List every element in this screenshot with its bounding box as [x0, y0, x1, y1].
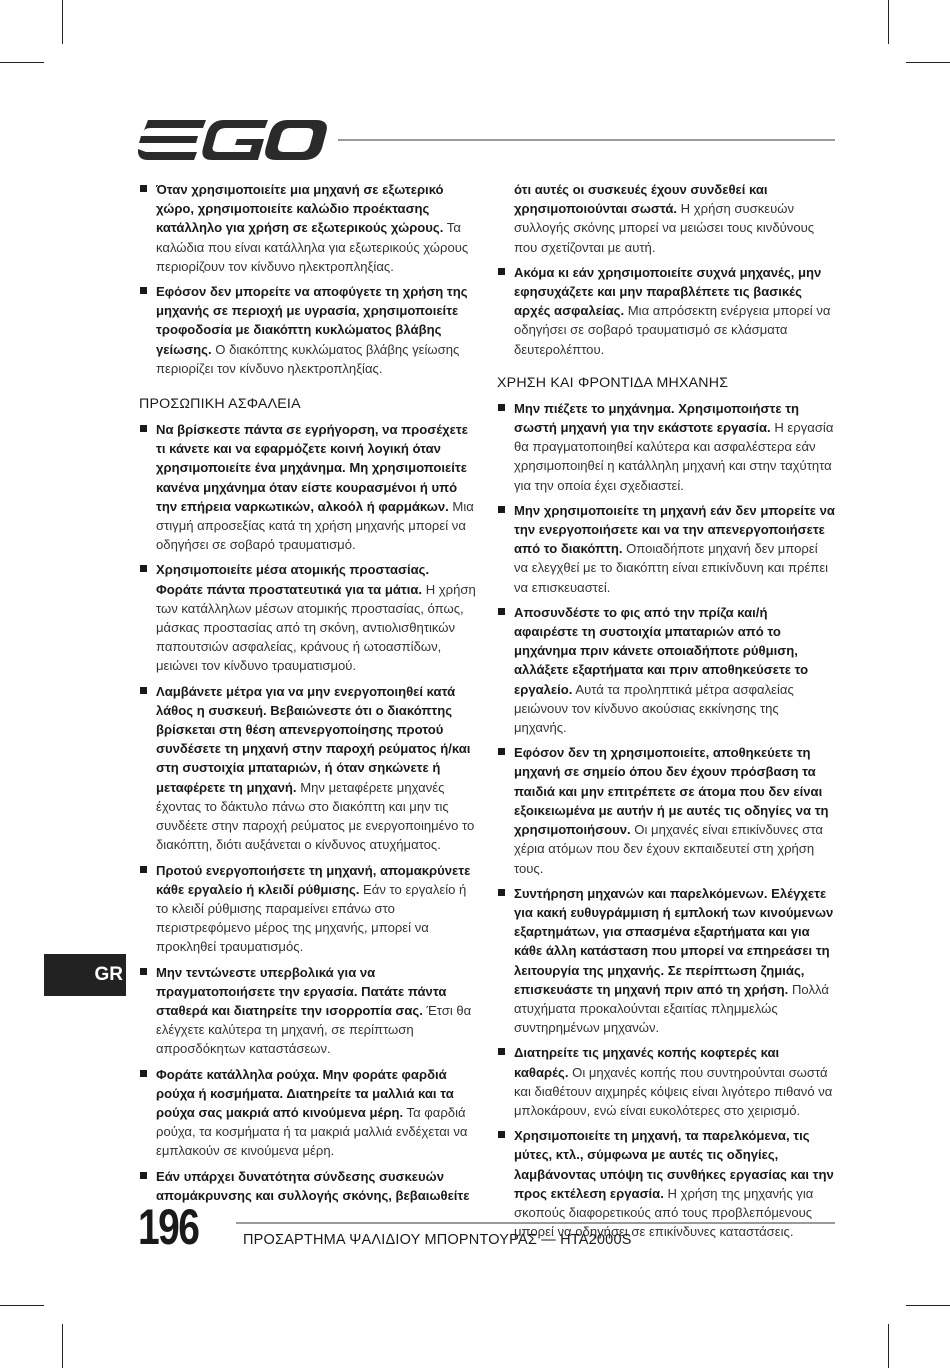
bullet-marker — [498, 748, 505, 755]
list-item: Εάν υπάρχει δυνατότητα σύνδεσης συσκευών απομάκρυνσης και συλλογής σκόνης, βεβαιωθείτε — [139, 1167, 477, 1205]
bullet-marker — [498, 404, 505, 411]
list-item: Όταν χρησιμοποιείτε μια μηχανή σε εξωτερικό χώρο, χρησιμοποιείτε καλώδιο προέκτασης κατάλληλο για χρήση σε εξωτερικούς χώρους. Τα καλώδια που είναι κατάλληλα για εξωτερικούς χώρους περιορίζουν τον κίνδυνο ηλεκτροπληξίας. — [139, 180, 477, 276]
crop-mark — [0, 62, 44, 63]
bullet-marker — [140, 687, 147, 694]
bullet-marker — [140, 565, 147, 572]
bullet-marker — [498, 268, 505, 275]
bullet-marker — [140, 968, 147, 975]
page-number: 196 — [138, 1199, 199, 1255]
crop-mark — [906, 62, 950, 63]
bullet-marker — [498, 889, 505, 896]
right-column — [497, 180, 835, 1247]
bullet-marker — [498, 1131, 505, 1138]
list-item: Ακόμα κι εάν χρησιμοποιείτε συχνά μηχανές, μην εφησυχάζετε και μην παραβλέπετε τις βασικές αρχές ασφαλείας. Μια απρόσεκτη ενέργεια μπορεί να οδηγήσει σε σοβαρό τραυματισμό σε κλάσματα δευτερολέπτου. — [497, 263, 835, 359]
list-item: Διατηρείτε τις μηχανές κοπής κοφτερές και καθαρές. Οι μηχανές κοπής που συντηρούνται σωστά και διαθέτουν αιχμηρές κόψεις είναι λιγότερο πιθανό να μπλοκάρουν, ενώ είναι ευκολότερες στο χειρισμό. — [497, 1043, 835, 1120]
section-heading: ΠΡΟΣΩΠΙΚΗ ΑΣΦΑΛΕΙΑ — [139, 396, 301, 413]
footer-rule — [236, 1222, 835, 1224]
footer-title: ΠΡΟΣΑΡΤΗΜΑ ΨΑΛΙΔΙΟΥ ΜΠΟΡΝΤΟΥΡΑΣ — HTA2000S — [243, 1232, 632, 1248]
list-item: Προτού ενεργοποιήσετε τη μηχανή, απομακρύνετε κάθε εργαλείο ή κλειδί ρύθμισης. Εάν το εργαλείο ή το κλειδί ρύθμισης παραμείνει επάνω στο περιστρεφόμενο μέρος της μηχανής, μπορεί να προκληθεί τραυματισμός. — [139, 861, 477, 957]
ego-logo-graphic — [138, 118, 328, 162]
bullet-marker — [498, 1048, 505, 1055]
list-item: Μην τεντώνεστε υπερβολικά για να πραγματοποιήσετε την εργασία. Πατάτε πάντα σταθερά και διατηρείτε την ισορροπία σας. Έτσι θα ελέγχετε καλύτερα τη μηχανή, σε περίπτωση απροσδόκητων καταστάσεων. — [139, 963, 477, 1059]
left-column — [139, 180, 477, 1211]
header-rule — [338, 139, 835, 141]
bullet-marker — [140, 866, 147, 873]
bullet-marker — [140, 1172, 147, 1179]
list-item: Εφόσον δεν μπορείτε να αποφύγετε τη χρήση της μηχανής σε περιοχή με υγρασία, χρησιμοποιείτε τροφοδοσία με διακόπτη κυκλώματος βλάβης γείωσης. Ο διακόπτης κυκλώματος βλάβης γείωσης περιορίζει τον κίνδυνο ηλεκτροπληξίας. — [139, 282, 477, 378]
list-item-continuation: ότι αυτές οι συσκευές έχουν συνδεθεί και χρησιμοποιούνται σωστά. Η χρήση συσκευών συλλογής σκόνης μπορεί να μειώσει τους κινδύνους που σχετίζονται με αυτή. — [514, 182, 815, 255]
crop-mark — [62, 1324, 63, 1368]
crop-mark — [888, 0, 889, 44]
crop-mark — [888, 1324, 889, 1368]
ego-logo — [138, 118, 328, 162]
crop-mark — [0, 1305, 44, 1306]
list-item: Μην χρησιμοποιείτε τη μηχανή εάν δεν μπορείτε να την ενεργοποιήσετε και να την απενεργοποιήσετε από το διακόπτη. Οποιαδήποτε μηχανή δεν μπορεί να ελεγχθεί με το διακόπτη είναι επικίνδυνη και πρέπει να επισκευαστεί. — [497, 501, 835, 597]
bullet-marker — [498, 506, 505, 513]
bullet-marker — [140, 425, 147, 432]
bullet-marker — [140, 185, 147, 192]
crop-mark — [62, 0, 63, 44]
list-item: Μην πιέζετε το μηχάνημα. Χρησιμοποιήστε τη σωστή μηχανή για την εκάστοτε εργασία. Η εργασία θα πραγματοποιηθεί καλύτερα και ασφαλέστερα εάν χρησιμοποιηθεί η κατάλληλη μηχανή και στην ταχύτητα για την οποία έχει σχεδιαστεί. — [497, 399, 835, 495]
list-item: Φοράτε κατάλληλα ρούχα. Μην φοράτε φαρδιά ρούχα ή κοσμήματα. Διατηρείτε τα μαλλιά και τα ρούχα σας μακριά από κινούμενα μέρη. Τα φαρδιά ρούχα, τα κοσμήματα ή τα μακριά μαλλιά ενδέχεται να εμπλακούν σε κινούμενα μέρη. — [139, 1065, 477, 1161]
crop-mark — [906, 1305, 950, 1306]
list-item: Χρησιμοποιείτε μέσα ατομικής προστασίας. Φοράτε πάντα προστατευτικά για τα μάτια. Η χρήση των κατάλληλων μέσων ατομικής προστασίας, όπως, μάσκας προστασίας από τη σκόνη, αντιολισθητικών παπουτσιών ασφαλείας, κράνους ή ωτοασπίδων, μειώνει τον κίνδυνο τραυματισμού. — [139, 560, 477, 675]
list-item: Αποσυνδέστε το φις από την πρίζα και/ή αφαιρέστε τη συστοιχία μπαταριών από το μηχάνημα πριν κάνετε οποιαδήποτε ρύθμιση, αλλάξετε εξαρτήματα και πριν αποθηκεύσετε το εργαλείο. Αυτά τα προληπτικά μέτρα ασφαλείας μειώνουν τον κίνδυνο ακούσιας εκκίνησης της μηχανής. — [497, 603, 835, 737]
list-item: Εφόσον δεν τη χρησιμοποιείτε, αποθηκεύετε τη μηχανή σε σημείο όπου δεν έχουν πρόσβαση τα παιδιά και μην επιτρέπετε σε άτομα που δεν είναι εξοικειωμένα με αυτήν ή με αυτές τις οδηγίες να τη χρησιμοποιήσουν. Οι μηχανές είναι επικίνδυνες στα χέρια ατόμων που δεν έχουν εκπαιδευτεί στη χρήση τους. — [497, 743, 835, 877]
bullet-marker — [140, 1070, 147, 1077]
list-item: Χρησιμοποιείτε τη μηχανή, τα παρελκόμενα, τις μύτες, κτλ., σύμφωνα με αυτές τις οδηγίες, λαμβάνοντας υπόψη τις συνθήκες εργασίας και την προς εκτέλεση εργασία. Η χρήση της μηχανής για σκοπούς διαφορετικούς από τους προβλεπόμενους μπορεί να οδηγήσει σε επικίνδυνες καταστάσεις. — [497, 1126, 835, 1241]
list-item: Συντήρηση μηχανών και παρελκόμενων. Ελέγχετε για κακή ευθυγράμμιση ή εμπλοκή των κινούμενων εξαρτημάτων, για σπασμένα εξαρτήματα και για κάθε άλλη κατάσταση που μπορεί να επηρεάσει τη λειτουργία της μηχανής. Σε περίπτωση ζημιάς, επισκευάστε τη μηχανή πριν από τη χρήση. Πολλά ατυχήματα προκαλούνται εξαιτίας πλημμελώς συντηρημένων μηχανών. — [497, 884, 835, 1038]
bullet-marker — [140, 287, 147, 294]
language-tab: GR — [44, 954, 126, 996]
list-item: Να βρίσκεστε πάντα σε εγρήγορση, να προσέχετε τι κάνετε και να εφαρμόζετε κοινή λογική όταν χρησιμοποιείτε ένα μηχάνημα. Μη χρησιμοποιείτε κανένα μηχάνημα όταν είστε κουρασμένοι ή υπό την επήρεια ναρκωτικών, αλκοόλ ή φαρμάκων. Μια στιγμή απροσεξίας κατά τη χρήση μηχανής μπορεί να οδηγήσει σε σοβαρό τραυματισμό. — [139, 420, 477, 554]
section-heading: ΧΡΗΣΗ ΚΑΙ ΦΡΟΝΤΙΔΑ ΜΗΧΑΝΗΣ — [497, 374, 729, 391]
list-item: Λαμβάνετε μέτρα για να μην ενεργοποιηθεί κατά λάθος η συσκευή. Βεβαιώνεστε ότι ο διακόπτης βρίσκεται στη θέση απενεργοποίησης προτού συνδέσετε τη μηχανή στην παροχή ρεύματος ή/και στη συστοιχία μπαταριών, ή όταν σηκώνετε ή μεταφέρετε τη μηχανή. Μην μεταφέρετε μηχανές έχοντας το δάκτυλο πάνω στο διακόπτη και μην τις συνδέετε στην παροχή ρεύματος με ενεργοποιημένο το διακόπτη, διότι αυξάνεται ο κίνδυνος ατυχήματος. — [139, 682, 477, 855]
bullet-marker — [498, 608, 505, 615]
